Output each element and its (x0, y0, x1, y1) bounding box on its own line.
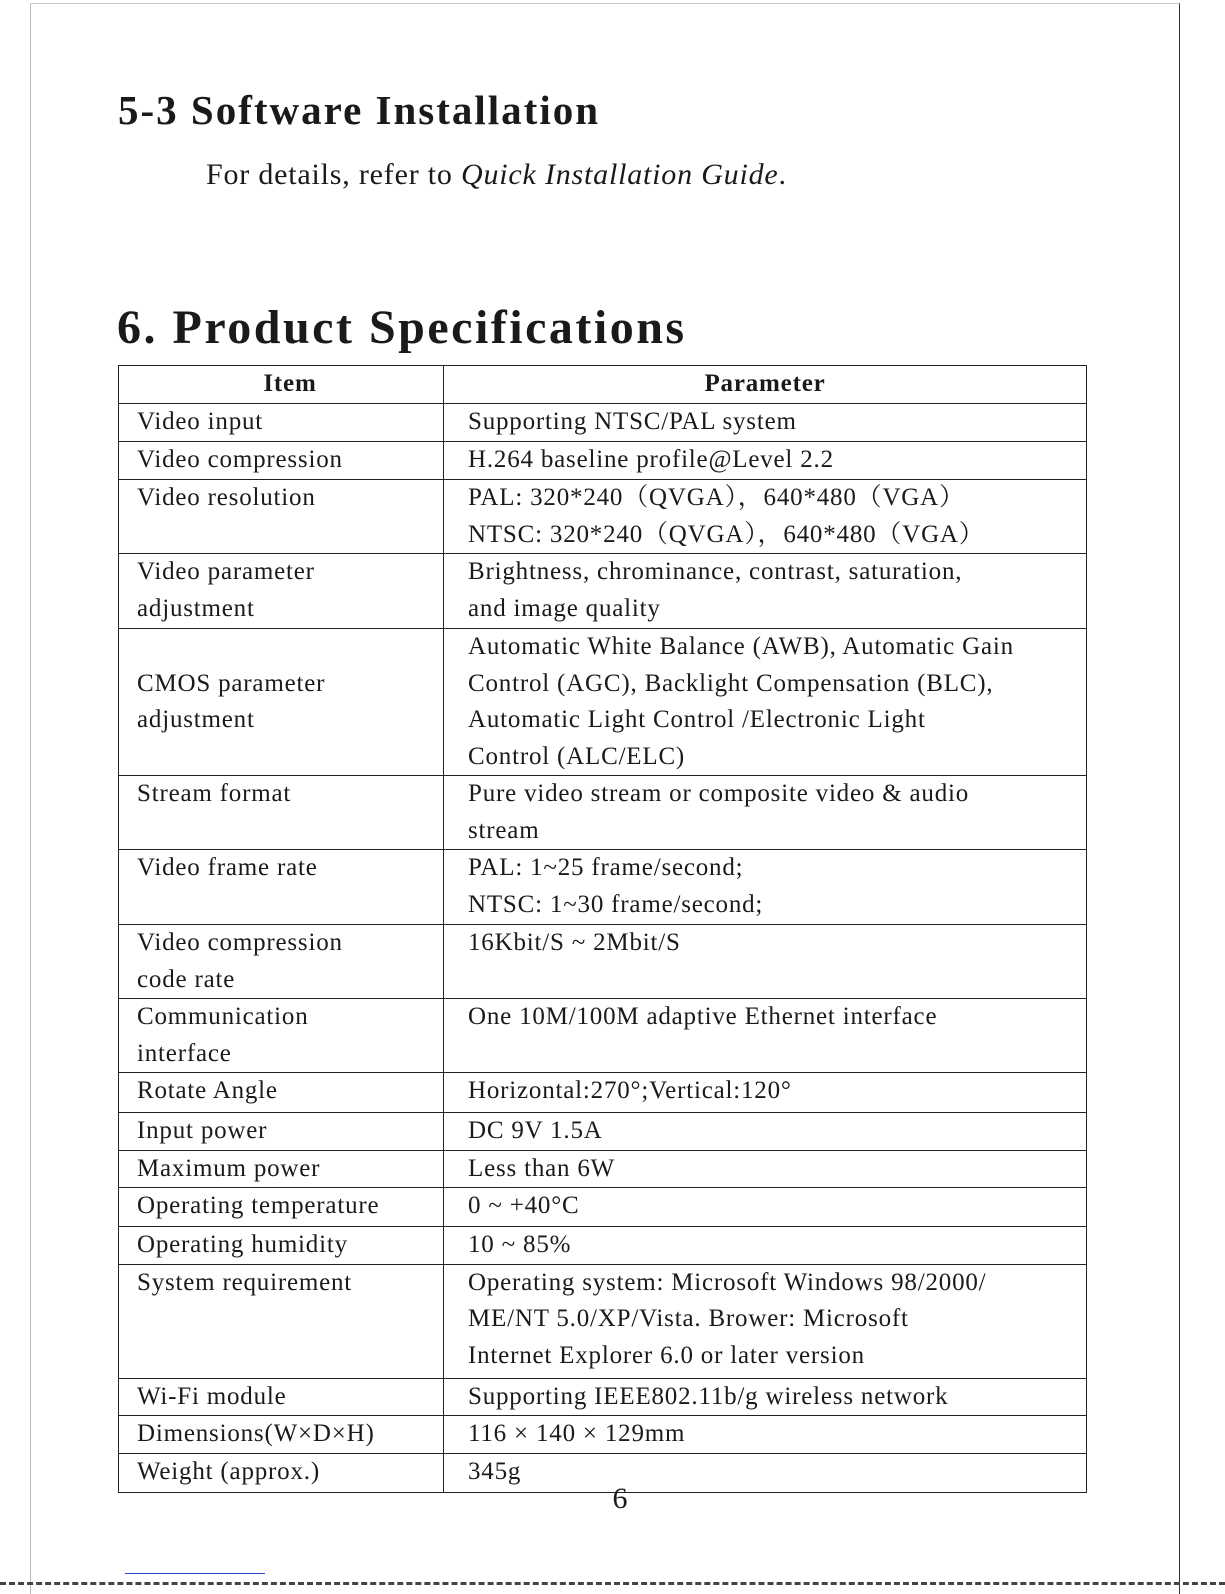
item-cell (119, 1113, 444, 1151)
parameter-text: 10 ~ 85% (468, 1231, 572, 1258)
item-cell (119, 1227, 444, 1265)
parameter-text: DC 9V 1.5A (468, 1117, 603, 1144)
item-cell (119, 776, 444, 850)
parameter-text: stream (468, 816, 540, 844)
item-cell (119, 1416, 444, 1454)
parameter-cell (444, 925, 1087, 999)
table-row (119, 850, 1087, 925)
parameter-text: NTSC: 1~30 frame/second; (468, 890, 764, 918)
parameter-cell (444, 1073, 1087, 1113)
item-text: Video frame rate (137, 854, 318, 881)
parameter-text: 0 ~ +40°C (468, 1192, 580, 1219)
item-text: Video resolution (137, 484, 316, 511)
parameter-text: Operating system: Microsoft Windows 98/2000/ (468, 1268, 987, 1296)
section-title-product-specifications: 6. Product Specifications (117, 301, 687, 354)
item-cell (119, 1073, 444, 1113)
table-row (119, 480, 1087, 554)
parameter-text: Supporting IEEE802.11b/g wireless network (468, 1382, 949, 1410)
item-cell (119, 442, 444, 480)
table-row (119, 1416, 1087, 1454)
item-text: Rotate Angle (137, 1077, 278, 1104)
table-row (119, 1264, 1087, 1378)
parameter-cell (444, 850, 1087, 925)
parameter-text: PAL: 1~25 frame/second; (468, 854, 744, 881)
table-row (119, 1227, 1087, 1265)
parameter-cell (444, 1264, 1087, 1378)
parameter-cell (444, 1227, 1087, 1265)
parameter-text: Internet Explorer 6.0 or later version (468, 1341, 865, 1369)
parameter-text: ME/NT 5.0/XP/Vista. Brower: Microsoft (468, 1305, 909, 1332)
item-text: Operating humidity (137, 1231, 348, 1258)
item-text: Operating temperature (137, 1192, 380, 1219)
item-text: Stream format (137, 780, 292, 807)
item-cell (119, 404, 444, 442)
quick-installation-guide-ref: Quick Installation Guide (461, 158, 779, 191)
item-cell (119, 1264, 444, 1378)
header-item: Item (119, 366, 444, 404)
table-row (119, 999, 1087, 1073)
page-number: 6 (612, 1482, 628, 1515)
parameter-text: 16Kbit/S ~ 2Mbit/S (468, 929, 681, 956)
table-row (119, 1073, 1087, 1113)
table-row (119, 925, 1087, 999)
parameter-text: Automatic White Balance (AWB), Automatic Gain (468, 633, 1014, 660)
item-cell (119, 1150, 444, 1188)
item-text: Input power (137, 1117, 268, 1144)
table-row (119, 1188, 1087, 1227)
item-text: CMOS parameter (137, 669, 326, 697)
item-text: adjustment (137, 594, 255, 622)
parameter-text: 116 × 140 × 129mm (468, 1420, 686, 1447)
parameter-text: PAL: 320*240（QVGA），640*480（VGA） (468, 484, 965, 511)
parameter-text: Brightness, chrominance, contrast, saturation, (468, 558, 963, 585)
item-cell (119, 850, 444, 925)
parameter-text: Automatic Light Control /Electronic Light (468, 706, 926, 733)
table-row (119, 629, 1087, 776)
intro-suffix: . (778, 158, 787, 191)
item-text: Weight (approx.) (137, 1457, 320, 1485)
parameter-cell (444, 404, 1087, 442)
parameter-cell (444, 629, 1087, 776)
table-row (119, 776, 1087, 850)
item-text: Dimensions(W×D×H) (137, 1420, 375, 1447)
section-title-software-installation: 5-3 Software Installation (118, 87, 601, 133)
item-text: System requirement (137, 1268, 353, 1296)
item-cell (119, 999, 444, 1073)
item-text: Video compression (137, 929, 343, 956)
specifications-table (118, 365, 1087, 1493)
item-cell (119, 554, 444, 629)
table-row (119, 1378, 1087, 1416)
parameter-text: Control (AGC), Backlight Compensation (BLC), (468, 669, 994, 697)
item-text: Video compression (137, 446, 343, 473)
parameter-cell (444, 776, 1087, 850)
parameter-text: Control (ALC/ELC) (468, 742, 686, 770)
table-row (119, 442, 1087, 480)
software-installation-text (206, 158, 787, 192)
parameter-cell (444, 442, 1087, 480)
table-row (119, 554, 1087, 629)
item-text: Video input (137, 408, 264, 435)
parameter-cell (444, 480, 1087, 554)
parameter-text: 345g (468, 1457, 522, 1485)
parameter-cell (444, 999, 1087, 1073)
parameter-text: Supporting NTSC/PAL system (468, 408, 797, 435)
parameter-cell (444, 1150, 1087, 1188)
parameter-text: H.264 baseline profile@Level 2.2 (468, 446, 834, 473)
parameter-cell (444, 1188, 1087, 1227)
parameter-cell (444, 1416, 1087, 1454)
item-text: interface (137, 1039, 232, 1067)
parameter-cell (444, 1113, 1087, 1151)
parameter-text: NTSC: 320*240（QVGA），640*480（VGA） (468, 520, 985, 548)
table-row (119, 404, 1087, 442)
table-row (119, 1150, 1087, 1188)
link-underline (125, 1573, 265, 1574)
parameter-text: Pure video stream or composite video & audio (468, 780, 970, 807)
item-text: Video parameter (137, 558, 315, 585)
intro-prefix: For details, refer to (206, 158, 462, 191)
item-cell (119, 925, 444, 999)
table-header-row (119, 366, 1087, 404)
item-text: code rate (137, 965, 236, 993)
parameter-text: One 10M/100M adaptive Ethernet interface (468, 1003, 938, 1030)
parameter-cell (444, 1378, 1087, 1416)
item-cell (119, 1378, 444, 1416)
item-text: Communication (137, 1003, 309, 1030)
header-parameter: Parameter (444, 366, 1087, 404)
parameter-cell (444, 554, 1087, 629)
item-cell (119, 629, 444, 776)
item-cell (119, 1188, 444, 1227)
item-text: Maximum power (137, 1154, 321, 1182)
table-row (119, 1113, 1087, 1151)
parameter-text: and image quality (468, 594, 661, 622)
parameter-text: Less than 6W (468, 1154, 616, 1182)
parameter-text: Horizontal:270°;Vertical:120° (468, 1077, 792, 1104)
item-text: Wi-Fi module (137, 1382, 287, 1410)
item-text: adjustment (137, 706, 255, 733)
item-cell (119, 480, 444, 554)
